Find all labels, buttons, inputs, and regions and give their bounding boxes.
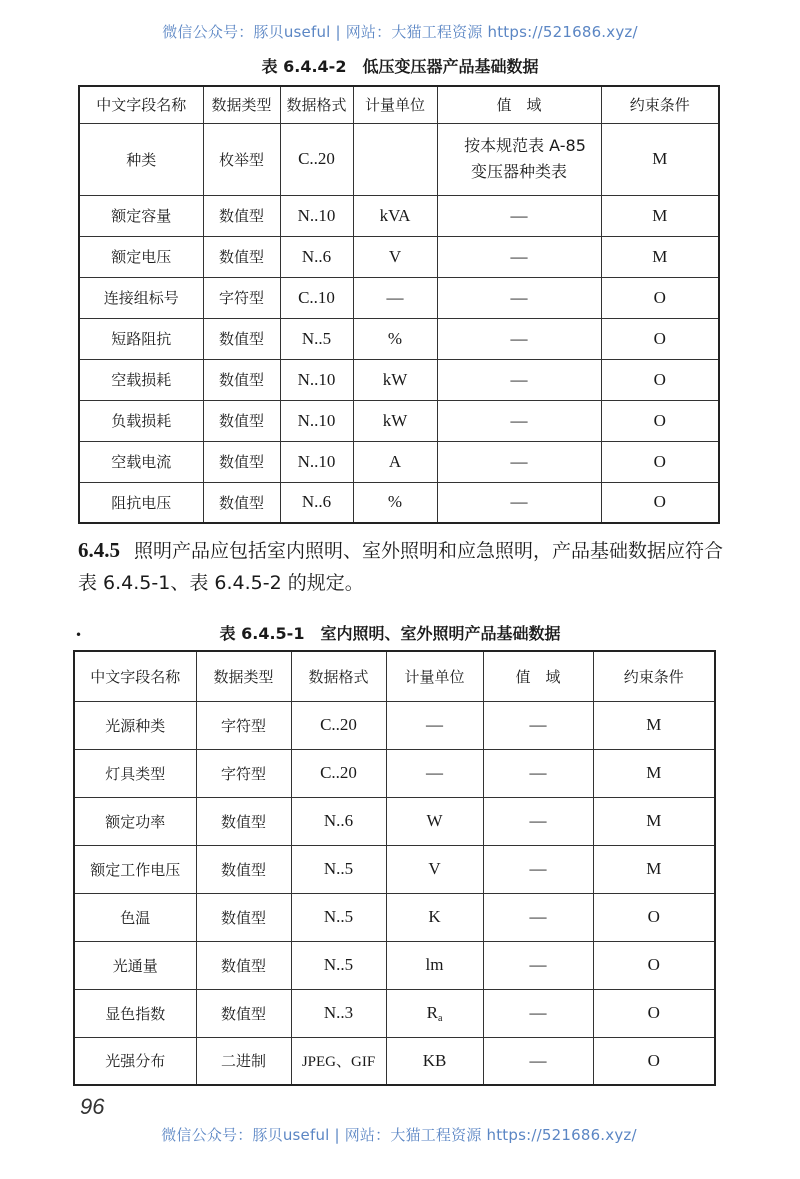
table-row xyxy=(74,749,715,797)
cell-format: C..20 xyxy=(280,123,353,195)
table-row xyxy=(79,277,719,318)
cell-format: N..10 xyxy=(280,195,353,236)
cell-range: — xyxy=(483,989,593,1037)
cell-constraint: M xyxy=(593,749,715,797)
cell-unit: A xyxy=(353,441,437,482)
cell-constraint: O xyxy=(601,277,719,318)
cell-unit: K xyxy=(386,893,483,941)
cell-format: N..10 xyxy=(280,359,353,400)
cell-range: — xyxy=(483,845,593,893)
cell-range: — xyxy=(437,277,601,318)
cell-name: 额定容量 xyxy=(79,195,203,236)
cell-type: 数值型 xyxy=(196,845,291,893)
cell-constraint: M xyxy=(593,701,715,749)
cell-constraint: O xyxy=(593,893,715,941)
cell-unit: KB xyxy=(386,1037,483,1085)
unit-subscript: a xyxy=(437,1012,443,1024)
cell-constraint: M xyxy=(601,236,719,277)
cell-range: — xyxy=(483,941,593,989)
cell-name: 色温 xyxy=(74,893,196,941)
table-row xyxy=(74,893,715,941)
cell-unit: W xyxy=(386,797,483,845)
table-row xyxy=(79,318,719,359)
header-data-type: 数据类型 xyxy=(203,86,280,123)
cell-type: 数值型 xyxy=(196,893,291,941)
cell-type: 数值型 xyxy=(203,195,280,236)
page-number: 96 xyxy=(80,1094,105,1119)
table-row xyxy=(74,1037,715,1085)
cell-format: N..6 xyxy=(280,236,353,277)
cell-range: — xyxy=(437,400,601,441)
header-data-format: 数据格式 xyxy=(280,86,353,123)
table-header-row xyxy=(74,651,715,701)
cell-type: 数值型 xyxy=(203,441,280,482)
table-row xyxy=(79,195,719,236)
cell-type: 二进制 xyxy=(196,1037,291,1085)
cell-name: 负载损耗 xyxy=(79,400,203,441)
header-data-format: 数据格式 xyxy=(291,651,386,701)
table-row xyxy=(79,482,719,523)
cell-range: — xyxy=(437,482,601,523)
cell-format: N..5 xyxy=(280,318,353,359)
cell-unit: kW xyxy=(353,359,437,400)
header-value-range: 值 域 xyxy=(483,651,593,701)
cell-format: N..6 xyxy=(280,482,353,523)
cell-format: N..3 xyxy=(291,989,386,1037)
header-constraint: 约束条件 xyxy=(601,86,719,123)
cell-type: 数值型 xyxy=(196,797,291,845)
cell-range: — xyxy=(483,1037,593,1085)
table-row xyxy=(79,123,719,195)
cell-unit: % xyxy=(353,318,437,359)
cell-format: N..5 xyxy=(291,941,386,989)
cell-type: 数值型 xyxy=(203,359,280,400)
cell-name: 光强分布 xyxy=(74,1037,196,1085)
cell-name: 连接组标号 xyxy=(79,277,203,318)
header-unit: 计量单位 xyxy=(386,651,483,701)
table-row xyxy=(74,845,715,893)
cell-range xyxy=(437,123,601,195)
range-line-2: 变压器种类表 xyxy=(470,162,567,181)
cell-type: 数值型 xyxy=(196,989,291,1037)
table-row xyxy=(79,400,719,441)
cell-range: — xyxy=(483,749,593,797)
header-field-name: 中文字段名称 xyxy=(74,651,196,701)
section-text: 照明产品应包括室内照明、室外照明和应急照明，产品基础数据应符合表 6.4.5-1、表 6.4.5-2 的规定。 xyxy=(78,540,724,594)
table-row xyxy=(74,701,715,749)
cell-format: N..5 xyxy=(291,845,386,893)
cell-unit xyxy=(353,123,437,195)
cell-name: 短路阻抗 xyxy=(79,318,203,359)
cell-type: 数值型 xyxy=(203,400,280,441)
cell-format: N..6 xyxy=(291,797,386,845)
cell-unit: % xyxy=(353,482,437,523)
cell-constraint: O xyxy=(593,1037,715,1085)
cell-type: 字符型 xyxy=(203,277,280,318)
header-field-name: 中文字段名称 xyxy=(79,86,203,123)
cell-format: JPEG、GIF xyxy=(291,1037,386,1085)
cell-constraint: O xyxy=(593,941,715,989)
cell-unit: — xyxy=(386,701,483,749)
header-constraint: 约束条件 xyxy=(593,651,715,701)
cell-constraint: O xyxy=(601,359,719,400)
cell-format: N..10 xyxy=(280,400,353,441)
cell-constraint: M xyxy=(601,123,719,195)
table-row xyxy=(79,236,719,277)
cell-format: C..10 xyxy=(280,277,353,318)
cell-range: — xyxy=(437,359,601,400)
table-row xyxy=(79,359,719,400)
cell-unit: — xyxy=(353,277,437,318)
cell-unit: V xyxy=(386,845,483,893)
cell-range: — xyxy=(483,797,593,845)
cell-unit: kW xyxy=(353,400,437,441)
cell-name: 灯具类型 xyxy=(74,749,196,797)
table-low-voltage-transformer xyxy=(78,85,720,524)
cell-type: 数值型 xyxy=(196,941,291,989)
cell-name: 额定工作电压 xyxy=(74,845,196,893)
watermark-top: 微信公众号：豚贝useful | 网站：大猫工程资源 https://521686.xyz/ xyxy=(162,23,638,41)
section-number: 6.4.5 xyxy=(78,538,120,562)
cell-name: 光源种类 xyxy=(74,701,196,749)
cell-name: 空载电流 xyxy=(79,441,203,482)
cell-constraint: O xyxy=(601,482,719,523)
cell-constraint: M xyxy=(601,195,719,236)
table-row xyxy=(74,989,715,1037)
section-paragraph-6-4-5 xyxy=(78,534,728,599)
table-title-6-4-4-2: 表 6.4.4-2 低压变压器产品基础数据 xyxy=(261,57,539,76)
unit-main: R xyxy=(426,1002,438,1022)
cell-format: C..20 xyxy=(291,701,386,749)
cell-type: 数值型 xyxy=(203,318,280,359)
cell-name: 种类 xyxy=(79,123,203,195)
header-value-range: 值 域 xyxy=(437,86,601,123)
cell-constraint: O xyxy=(593,989,715,1037)
cell-type: 字符型 xyxy=(196,749,291,797)
cell-type: 数值型 xyxy=(203,236,280,277)
cell-constraint: O xyxy=(601,441,719,482)
cell-name: 额定功率 xyxy=(74,797,196,845)
cell-range: — xyxy=(437,236,601,277)
cell-unit: — xyxy=(386,749,483,797)
range-line-1: 按本规范表 A-85 xyxy=(464,136,586,155)
stray-dot: • xyxy=(75,628,83,642)
cell-range: — xyxy=(483,893,593,941)
cell-type: 枚举型 xyxy=(203,123,280,195)
cell-unit: V xyxy=(353,236,437,277)
cell-name: 显色指数 xyxy=(74,989,196,1037)
header-data-type: 数据类型 xyxy=(196,651,291,701)
cell-unit xyxy=(386,989,483,1037)
cell-type: 字符型 xyxy=(196,701,291,749)
cell-name: 阻抗电压 xyxy=(79,482,203,523)
cell-constraint: M xyxy=(593,797,715,845)
cell-format: N..5 xyxy=(291,893,386,941)
cell-constraint: O xyxy=(601,318,719,359)
cell-name: 额定电压 xyxy=(79,236,203,277)
cell-name: 空载损耗 xyxy=(79,359,203,400)
table-row xyxy=(74,797,715,845)
cell-constraint: M xyxy=(593,845,715,893)
cell-constraint: O xyxy=(601,400,719,441)
cell-range: — xyxy=(437,441,601,482)
cell-unit: kVA xyxy=(353,195,437,236)
table-row xyxy=(79,441,719,482)
header-unit: 计量单位 xyxy=(353,86,437,123)
cell-range: — xyxy=(437,318,601,359)
cell-format: C..20 xyxy=(291,749,386,797)
table-header-row xyxy=(79,86,719,123)
cell-range: — xyxy=(437,195,601,236)
cell-range: — xyxy=(483,701,593,749)
table-row xyxy=(74,941,715,989)
watermark-bottom: 微信公众号：豚贝useful | 网站：大猫工程资源 https://521686.xyz/ xyxy=(161,1126,637,1144)
table-title-6-4-5-1: 表 6.4.5-1 室内照明、室外照明产品基础数据 xyxy=(219,624,561,643)
cell-name: 光通量 xyxy=(74,941,196,989)
cell-format: N..10 xyxy=(280,441,353,482)
cell-type: 数值型 xyxy=(203,482,280,523)
table-lighting-products xyxy=(73,650,716,1086)
cell-unit: lm xyxy=(386,941,483,989)
